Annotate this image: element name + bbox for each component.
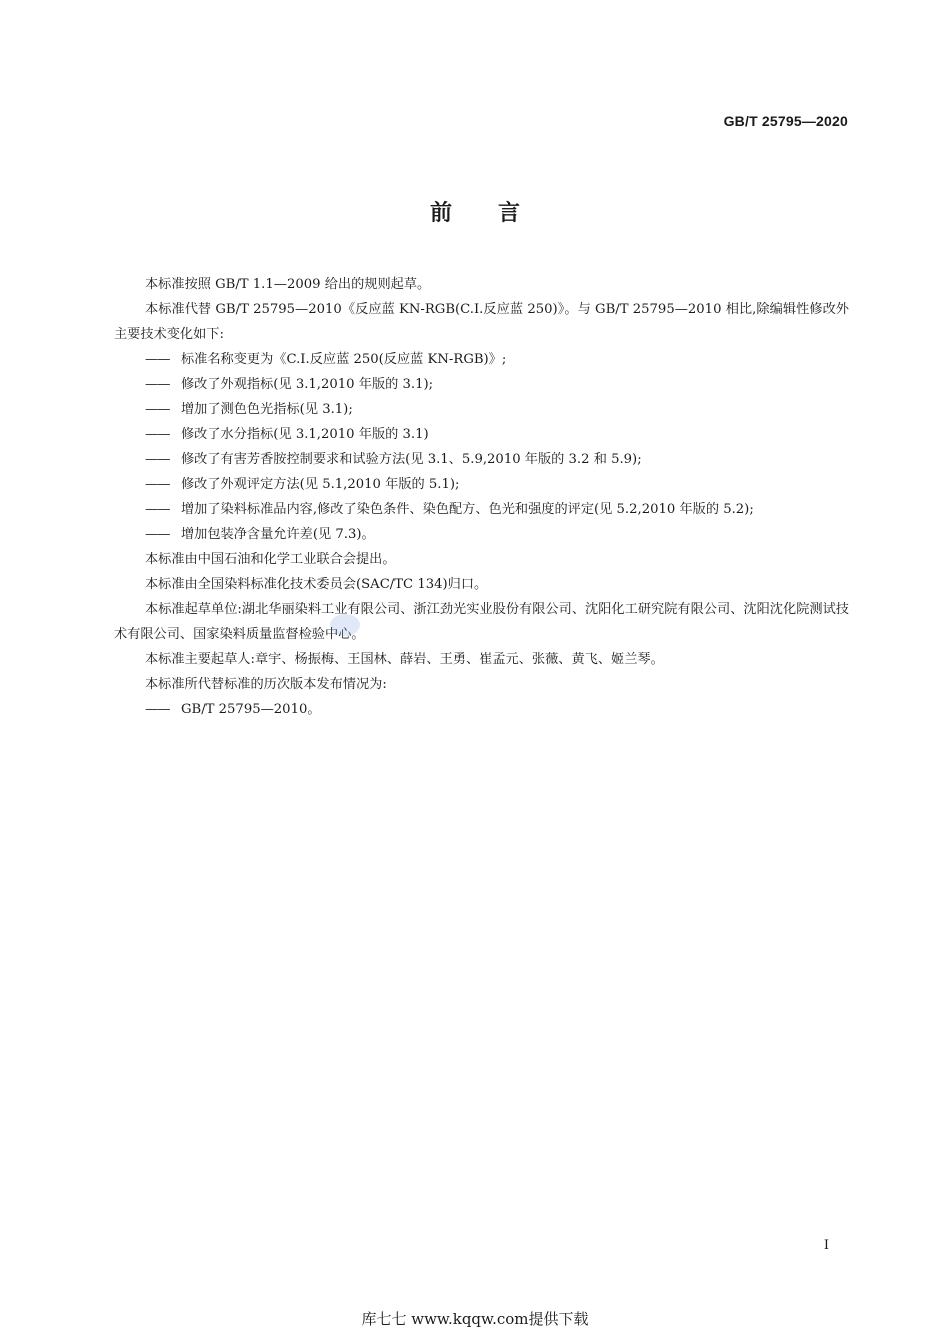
list-item bbox=[145, 522, 849, 547]
list-item bbox=[145, 397, 849, 422]
list-item-text: 修改了水分指标(见 3.1,2010 年版的 3.1) bbox=[181, 427, 429, 442]
dash-mark: —— bbox=[145, 377, 170, 392]
list-item bbox=[145, 472, 849, 497]
dash-mark: —— bbox=[145, 402, 170, 417]
list-item bbox=[145, 497, 849, 522]
paragraph-committee: 本标准由全国染料标准化技术委员会(SAC/TC 134)归口。 bbox=[145, 577, 488, 592]
list-item-text: 修改了有害芳香胺控制要求和试验方法(见 3.1、5.9,2010 年版的 3.2 和 5.9); bbox=[181, 452, 642, 467]
list-item bbox=[145, 372, 849, 397]
list-item bbox=[145, 422, 849, 447]
list-item-text: 标准名称变更为《C.I.反应蓝 250(反应蓝 KN-RGB)》; bbox=[181, 352, 507, 367]
dash-mark: —— bbox=[145, 477, 170, 492]
list-item bbox=[145, 347, 849, 372]
list-item bbox=[145, 697, 849, 722]
list-item-text: GB/T 25795—2010。 bbox=[181, 702, 321, 717]
paragraph-drafters: 本标准主要起草人:章宇、杨振梅、王国林、薛岩、王勇、崔孟元、张薇、黄飞、姬兰琴。 bbox=[145, 652, 664, 667]
dash-mark: —— bbox=[145, 452, 170, 467]
history-list bbox=[114, 697, 849, 722]
paragraph-proposer: 本标准由中国石油和化学工业联合会提出。 bbox=[145, 552, 396, 567]
list-item-text: 修改了外观评定方法(见 5.1,2010 年版的 5.1); bbox=[181, 477, 460, 492]
watermark-mark bbox=[330, 614, 360, 636]
list-item-text: 增加了染料标准品内容,修改了染色条件、染色配方、色光和强度的评定(见 5.2,2010 年版的 5.2); bbox=[181, 502, 754, 517]
paragraph-drafting-units: 本标准起草单位:湖北华丽染料工业有限公司、浙江劲光实业股份有限公司、沈阳化工研究院有限公司、沈阳沈化院测试技术有限公司、国家染料质量监督检验中心。 bbox=[114, 602, 849, 642]
dash-mark: —— bbox=[145, 427, 170, 442]
list-item bbox=[145, 447, 849, 472]
foreword-body bbox=[114, 272, 849, 722]
footer-download-note: 库七七 www.kqqw.com提供下载 bbox=[361, 1310, 589, 1328]
page-title: 前言 bbox=[429, 201, 566, 226]
change-list bbox=[114, 347, 849, 547]
dash-mark: —— bbox=[145, 702, 170, 717]
list-item-text: 增加了测色色光指标(见 3.1); bbox=[181, 402, 353, 417]
page-number: I bbox=[823, 1238, 829, 1253]
dash-mark: —— bbox=[145, 502, 170, 517]
paragraph-drafting-rule: 本标准按照 GB/T 1.1—2009 给出的规则起草。 bbox=[145, 277, 431, 292]
dash-mark: —— bbox=[145, 352, 170, 367]
list-item-text: 增加包装净含量允许差(见 7.3)。 bbox=[181, 527, 375, 542]
paragraph-replacement: 本标准代替 GB/T 25795—2010《反应蓝 KN-RGB(C.I.反应蓝 250)》。与 GB/T 25795—2010 相比,除编辑性修改外主要技术变化如下: bbox=[114, 302, 849, 342]
dash-mark: —— bbox=[145, 527, 170, 542]
standard-code-header: GB/T 25795—2020 bbox=[723, 113, 848, 129]
list-item-text: 修改了外观指标(见 3.1,2010 年版的 3.1); bbox=[181, 377, 434, 392]
paragraph-history-intro: 本标准所代替标准的历次版本发布情况为: bbox=[145, 677, 387, 692]
